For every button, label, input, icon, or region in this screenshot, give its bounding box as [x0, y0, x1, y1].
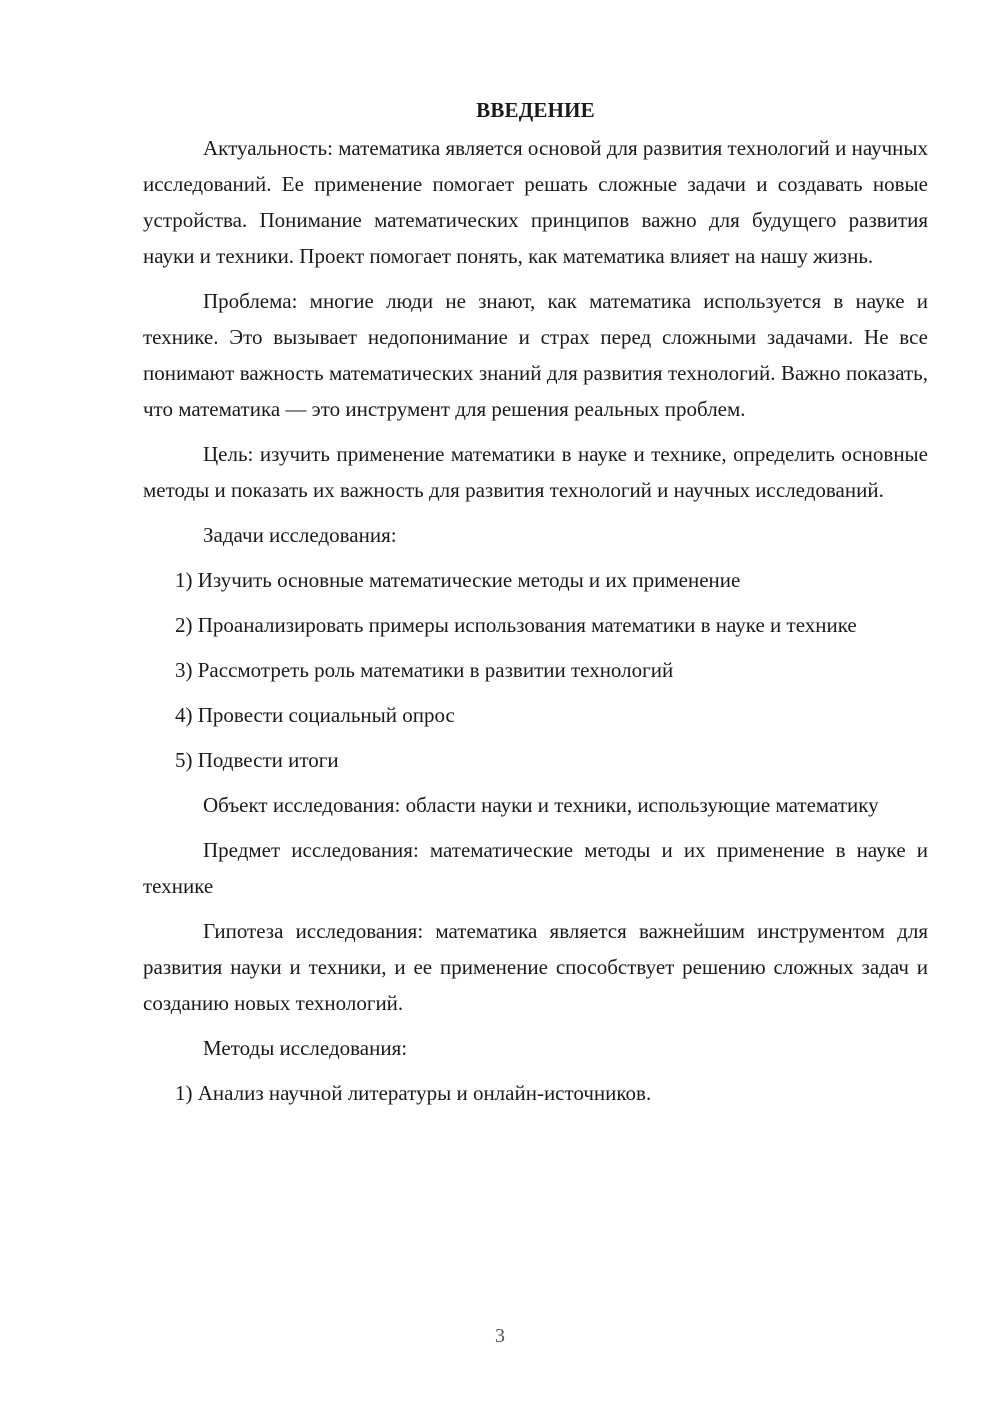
methods-heading: Методы исследования:	[203, 1036, 408, 1060]
task-item: 5) Подвести итоги	[175, 748, 339, 772]
method-item: 1) Анализ научной литературы и онлайн-источников.	[175, 1081, 652, 1105]
page-title: ВВЕДЕНИЕ	[476, 98, 595, 122]
subject-paragraph: Предмет исследования: математические методы и их применение в науке и технике	[143, 838, 928, 898]
task-item: 2) Проанализировать примеры использования математики в науке и технике	[175, 613, 857, 637]
task-item: 3) Рассмотреть роль математики в развитии технологий	[175, 658, 674, 682]
goal-paragraph: Цель: изучить применение математики в науке и технике, определить основные методы и показать их важность для развития технологий и научных исследований.	[143, 442, 928, 502]
task-item: 1) Изучить основные математические методы и их применение	[175, 568, 741, 592]
problem-paragraph: Проблема: многие люди не знают, как математика используется в науке и технике. Это вызывает недопонимание и страх перед сложными задачами. Не все понимают важность математических знаний для развития технологий. Важно показать, что математика — это инструмент для решения реальных проблем.	[143, 289, 928, 421]
relevance-paragraph: Актуальность: математика является основой для развития технологий и научных исследований. Ее применение помогает решать сложные задачи и создавать новые устройства. Понимание математических принципов важно для будущего развития науки и техники. Проект помогает понять, как математика влияет на нашу жизнь.	[143, 136, 928, 268]
task-item: 4) Провести социальный опрос	[175, 703, 455, 727]
hypothesis-paragraph: Гипотеза исследования: математика является важнейшим инструментом для развития науки и техники, и ее применение способствует решению сложных задач и созданию новых технологий.	[143, 919, 928, 1015]
page-number: 3	[495, 1325, 505, 1347]
document-page	[143, 92, 928, 1120]
tasks-heading: Задачи исследования:	[203, 523, 397, 547]
object-paragraph: Объект исследования: области науки и техники, использующие математику	[203, 793, 879, 817]
